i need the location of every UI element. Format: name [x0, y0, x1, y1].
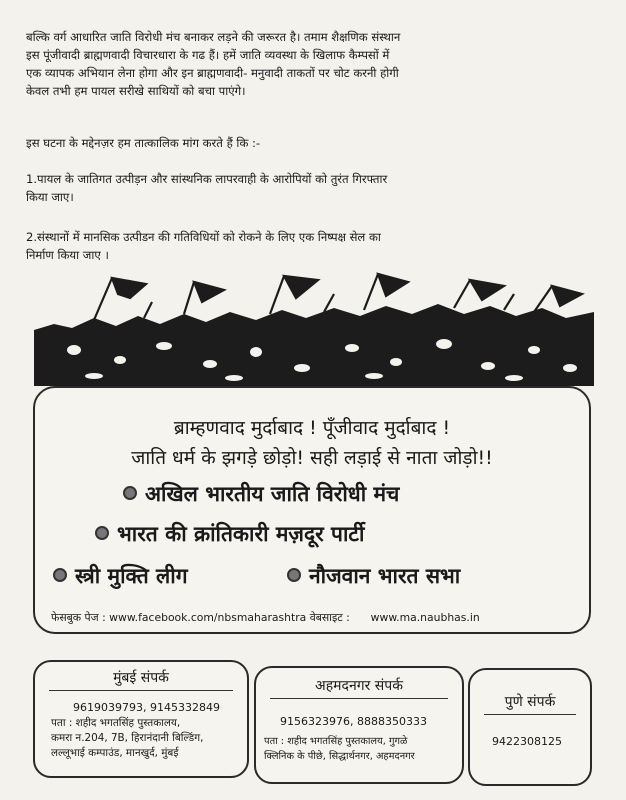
- divider: [49, 690, 233, 691]
- demand-line: 2.संस्थानों में मानसिक उत्पीडन की गतिविधियों को रोकने के लिए एक निष्पक्ष सेल का: [26, 230, 381, 244]
- divider: [270, 698, 448, 699]
- demand-line: निर्माण किया जाए ।: [26, 248, 109, 262]
- intro-line: इस पूंजीवादी ब्राह्मणवादी विचारधारा के गढ हैं। हमें जाति व्यवस्था के खिलाफ कैम्पसों में: [26, 48, 390, 62]
- facebook-link: www.facebook.com/nbsmaharashtra: [109, 611, 307, 624]
- contact-address: [264, 734, 415, 764]
- intro-line: केवल तभी हम पायल सरीखे साथियों को बचा पाएंगे।: [26, 84, 246, 98]
- contact-title: अहमदनगर संपर्क: [315, 678, 403, 694]
- address-line: पता : शहीद भगतसिंह पुस्तकालय, गुगळे: [264, 736, 408, 747]
- demand-item-2: [26, 228, 596, 264]
- bullet-icon: [95, 526, 109, 540]
- contact-phones: 9156323976, 8888350333: [280, 715, 427, 728]
- contact-box-mumbai: [33, 660, 249, 778]
- slogan-line-2: जाति धर्म के झगड़े छोड़ो! सही लड़ाई से नाता जोड़ो!!: [131, 447, 493, 469]
- organization-3: [53, 562, 188, 590]
- demand-line: किया जाए।: [26, 190, 74, 204]
- organization-name: स्त्री मुक्ति लीग: [75, 564, 188, 588]
- demand-lead: इस घटना के मद्देनज़र हम तात्कालिक मांग करते हैं कि :-: [26, 136, 261, 150]
- contact-address: [51, 716, 203, 761]
- links-line: [51, 610, 480, 625]
- slogan-box: [33, 386, 591, 634]
- bullet-icon: [287, 568, 301, 582]
- intro-line: एक व्यापक अभियान लेना होगा और इन ब्राह्मणवादी- मनुवादी ताकतों पर चोट करनी होगी: [26, 66, 399, 80]
- website-link: www.ma.naubhas.in: [370, 611, 480, 624]
- divider: [484, 714, 576, 715]
- contact-phones: 9619039793, 9145332849: [73, 701, 220, 714]
- facebook-label: फेसबुक पेज :: [51, 611, 106, 624]
- contact-box-ahmednagar: [254, 666, 464, 784]
- address-line: कमरा न.204, 7B, हिरानंदानी बिल्डिंग,: [51, 732, 204, 744]
- address-line: पता : शहीद भगतसिंह पुस्तकालय,: [51, 717, 181, 729]
- contact-title: मुंबई संपर्क: [113, 670, 169, 686]
- address-line: लल्लूभाई कम्पाउंड, मानखुर्द, मुंबई: [51, 747, 179, 759]
- intro-line: बल्कि वर्ग आधारित जाति विरोधी मंच बनाकर लड़ने की जरूरत है। तमाम शैक्षणिक संस्थान: [26, 30, 401, 44]
- intro-paragraph: [26, 28, 596, 100]
- contact-box-pune: [468, 668, 592, 786]
- slogan-line-1: ब्राम्हणवाद मुर्दाबाद ! पूँजीवाद मुर्दाबाद !: [173, 417, 451, 439]
- organization-name: नौजवान भारत सभा: [309, 564, 461, 588]
- organization-2: [95, 520, 364, 548]
- bullet-icon: [53, 568, 67, 582]
- demand-line: 1.पायल के जातिगत उत्पीड़न और सांस्थनिक लापरवाही के आरोपियों को तुरंत गिरफ्तार: [26, 172, 388, 186]
- address-line: क्लिनिक के पीछे, सिद्धार्थनगर, अहमदनगर: [264, 751, 415, 762]
- organization-name: अखिल भारतीय जाति विरोधी मंच: [145, 482, 400, 506]
- contact-title: पुणे संपर्क: [504, 694, 556, 710]
- demand-item-1: [26, 170, 596, 206]
- bullet-icon: [123, 486, 137, 500]
- protest-crowd-illustration: [34, 268, 594, 386]
- organization-4: [287, 562, 460, 590]
- website-label: वेबसाइट :: [309, 611, 350, 624]
- organization-1: [123, 480, 399, 508]
- contact-phones: 9422308125: [492, 735, 562, 748]
- organization-name: भारत की क्रांतिकारी मज़दूर पार्टी: [117, 522, 365, 546]
